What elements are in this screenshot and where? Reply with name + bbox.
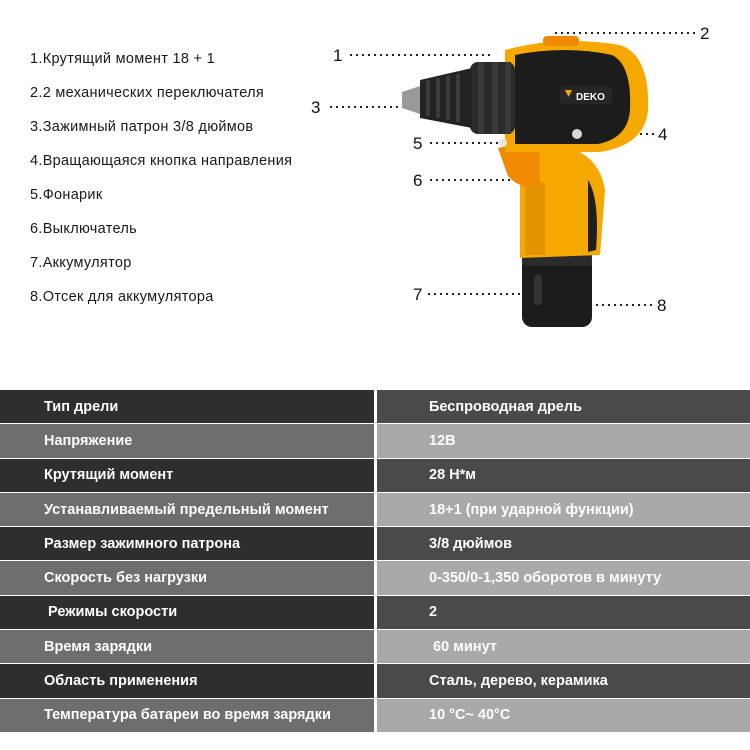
table-row xyxy=(0,698,750,732)
legend-item: 7.Аккумулятор xyxy=(30,255,132,271)
spec-label: Крутящий момент xyxy=(0,459,377,492)
spec-value: 18+1 (при ударной функции) xyxy=(377,493,750,526)
spec-label: Температура батареи во время зарядки xyxy=(0,699,377,732)
callout-8: 8 xyxy=(657,296,667,315)
table-row xyxy=(0,560,750,594)
spec-value: 3/8 дюймов xyxy=(377,527,750,560)
keyless-chuck xyxy=(402,68,472,128)
torque-collar xyxy=(470,62,515,134)
table-row xyxy=(0,390,750,423)
callout-1: 1 xyxy=(333,46,343,65)
table-row xyxy=(0,595,750,629)
spec-label: Область применения xyxy=(0,664,377,697)
spec-value: 0-350/0-1,350 оборотов в минуту xyxy=(377,561,750,594)
callout-6: 6 xyxy=(413,171,423,190)
spec-label: Время зарядки xyxy=(0,630,377,663)
spec-value: 28 Н*м xyxy=(377,459,750,492)
battery-pack xyxy=(522,252,592,327)
direction-button xyxy=(572,129,582,139)
specs-table xyxy=(0,390,750,732)
callout-3: 3 xyxy=(311,98,321,117)
table-row xyxy=(0,629,750,663)
legend-item: 8.Отсек для аккумулятора xyxy=(30,289,214,305)
legend-item: 3.Зажимный патрон 3/8 дюймов xyxy=(30,119,254,135)
legend-item: 1.Крутящий момент 18 + 1 xyxy=(30,51,216,67)
callout-4: 4 xyxy=(658,125,668,144)
spec-label: Размер зажимного патрона xyxy=(0,527,377,560)
led-light xyxy=(499,139,507,147)
spec-label: Тип дрели xyxy=(0,390,377,423)
spec-value: 12В xyxy=(377,424,750,457)
table-row xyxy=(0,663,750,697)
legend-item: 2.2 механических переключателя xyxy=(30,85,264,101)
brand-logo: DEKO xyxy=(576,92,605,103)
spec-value: 60 минут xyxy=(377,630,750,663)
callout-2: 2 xyxy=(700,24,710,43)
drill-illustration xyxy=(300,0,750,350)
spec-label: Напряжение xyxy=(0,424,377,457)
table-row xyxy=(0,423,750,457)
table-row xyxy=(0,458,750,492)
spec-label: Скорость без нагрузки xyxy=(0,561,377,594)
legend-item: 4.Вращающаяся кнопка направления xyxy=(30,153,293,169)
callout-7: 7 xyxy=(413,285,423,304)
callout-5: 5 xyxy=(413,134,423,153)
table-row xyxy=(0,526,750,560)
table-row xyxy=(0,492,750,526)
legend-item: 5.Фонарик xyxy=(30,187,103,203)
spec-value: Беспроводная дрель xyxy=(377,390,750,423)
spec-label: Устанавливаемый предельный момент xyxy=(0,493,377,526)
legend-item: 6.Выключатель xyxy=(30,221,137,237)
spec-label: Режимы скорости xyxy=(0,596,377,629)
spec-value: 10 °C~ 40°C xyxy=(377,699,750,732)
spec-value: Сталь, дерево, керамика xyxy=(377,664,750,697)
gear-switch xyxy=(543,36,579,46)
spec-value: 2 xyxy=(377,596,750,629)
